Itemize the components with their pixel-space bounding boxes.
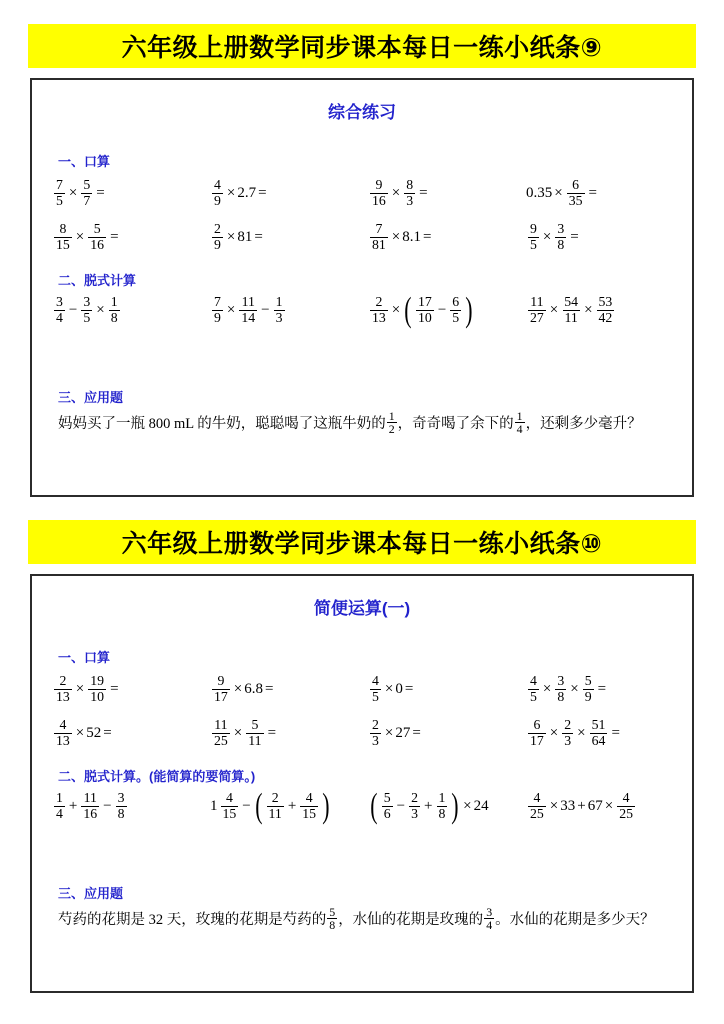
- problem-item: [52, 220, 210, 254]
- operator: ×: [542, 228, 552, 245]
- equals-sign: =: [267, 724, 277, 741]
- operator: ×: [233, 724, 243, 741]
- frac-num: 2: [375, 294, 383, 310]
- frac-num: 4: [622, 790, 630, 806]
- stepwise-row-9: [32, 290, 692, 330]
- frac-num: 5: [584, 673, 592, 689]
- frac-den: 3: [411, 805, 419, 821]
- whole-number: 1: [210, 797, 218, 814]
- frac-den: 25: [619, 805, 633, 821]
- frac-den: 3: [406, 192, 414, 208]
- problem-item: [210, 176, 368, 210]
- frac-num: 3: [486, 905, 493, 919]
- frac-num: 2: [564, 717, 572, 733]
- banner-title-10: 六年级上册数学同步课本每日一练小纸条⑩: [121, 530, 603, 558]
- operator: ×: [75, 228, 85, 245]
- frac-den: 8: [329, 918, 336, 933]
- problem-item: [52, 293, 210, 327]
- operator: ×: [549, 797, 559, 814]
- frac-num: 3: [557, 221, 565, 237]
- frac-den: 81: [372, 236, 386, 252]
- problem-item: [368, 672, 526, 706]
- equals-sign: =: [265, 680, 274, 697]
- frac-num: 3: [56, 294, 63, 310]
- equals-sign: =: [597, 680, 607, 697]
- frac-den: 2: [388, 422, 395, 437]
- equals-sign: =: [419, 184, 428, 201]
- frac-den: 14: [241, 309, 256, 325]
- inline-fraction: [515, 410, 525, 435]
- operator: +: [577, 797, 586, 814]
- frac-num: 8: [59, 221, 67, 237]
- frac-num: 1: [56, 790, 63, 806]
- frac-num: 7: [56, 177, 63, 193]
- frac-den: 5: [530, 236, 537, 252]
- stepwise-row-10: [32, 786, 692, 826]
- operator: ×: [549, 724, 559, 741]
- frac-num: 17: [418, 294, 432, 310]
- operator: ×: [75, 680, 85, 697]
- equals-sign: =: [570, 228, 579, 245]
- number: 2.7: [237, 184, 257, 201]
- operator: −: [261, 301, 270, 318]
- frac-num: 5: [329, 905, 336, 919]
- frac-num: 2: [271, 790, 279, 806]
- banner-worksheet-10: [28, 520, 696, 564]
- operator: ×: [549, 301, 559, 318]
- inline-fraction: [327, 906, 337, 931]
- frac-den: 13: [56, 732, 70, 748]
- frac-den: 15: [302, 805, 317, 821]
- word-problem-9: [32, 410, 692, 435]
- frac-den: 11: [564, 309, 578, 325]
- number: 81: [237, 228, 253, 245]
- frac-num: 6: [572, 177, 580, 193]
- frac-num: 7: [214, 294, 221, 310]
- word-problem-text-part2: ，水仙的花期是玫瑰的: [338, 912, 484, 929]
- frac-den: 10: [90, 688, 105, 704]
- equals-sign: =: [412, 724, 421, 741]
- operator: −: [242, 797, 251, 814]
- frac-den: 15: [56, 236, 70, 252]
- equals-sign: =: [423, 228, 432, 245]
- frac-num: 6: [452, 294, 460, 310]
- equals-sign: =: [258, 184, 267, 201]
- frac-den: 9: [214, 192, 221, 208]
- frac-num: 54: [564, 294, 579, 310]
- operator: −: [103, 797, 112, 814]
- frac-den: 35: [568, 192, 583, 208]
- frac-den: 4: [486, 918, 493, 933]
- problem-item: [210, 786, 368, 826]
- frac-num: 1: [275, 294, 283, 310]
- frac-den: 11: [268, 805, 282, 821]
- problem-item: [210, 293, 368, 327]
- frac-den: 5: [56, 192, 63, 208]
- frac-num: 9: [217, 673, 225, 689]
- frac-den: 9: [214, 236, 221, 252]
- word-problem-text-part3: 。水仙的花期是多少天？: [495, 912, 655, 929]
- frac-num: 1: [438, 790, 446, 806]
- operator: ×: [226, 228, 236, 245]
- equals-sign: =: [254, 228, 263, 245]
- operator: ×: [463, 797, 472, 814]
- section-heading-word-9: 三、应用题: [58, 390, 124, 405]
- frac-den: 8: [110, 309, 118, 325]
- frac-num: 7: [375, 221, 383, 237]
- paren-open: (: [404, 290, 412, 330]
- word-problem-text-part2: ，奇奇喝了余下的: [397, 416, 514, 433]
- problem-item: [52, 789, 210, 823]
- frac-den: 8: [557, 236, 565, 252]
- frac-den: 13: [372, 309, 386, 325]
- sheet-title-9: 综合练习: [328, 103, 396, 122]
- frac-den: 4: [516, 422, 523, 437]
- frac-num: 8: [406, 177, 414, 193]
- frac-den: 27: [530, 309, 544, 325]
- frac-num: 9: [375, 177, 383, 193]
- problem-item: [368, 786, 526, 826]
- operator: ×: [226, 301, 236, 318]
- frac-den: 64: [591, 732, 606, 748]
- problem-item: [210, 220, 368, 254]
- operator: +: [424, 797, 433, 814]
- paren-close: ): [451, 786, 459, 826]
- frac-den: 17: [214, 688, 228, 704]
- paren-group: [253, 786, 332, 826]
- number: 6.8: [244, 680, 264, 697]
- section-heading-stepwise-10: 二、脱式计算。(能简算的要简算。): [58, 769, 256, 784]
- frac-num: 1: [110, 294, 118, 310]
- operator: ×: [233, 680, 243, 697]
- frac-den: 4: [56, 309, 63, 325]
- problem-item: [526, 789, 684, 823]
- frac-den: 25: [214, 732, 228, 748]
- equals-sign: =: [404, 680, 414, 697]
- frac-den: 8: [438, 805, 446, 821]
- frac-num: 2: [214, 221, 221, 237]
- frac-num: 6: [533, 717, 541, 733]
- frac-den: 6: [383, 805, 391, 821]
- problem-item: [526, 293, 684, 327]
- oral-row-1-9: [32, 176, 692, 210]
- frac-den: 9: [584, 688, 592, 704]
- frac-den: 7: [83, 192, 91, 208]
- frac-num: 4: [372, 673, 379, 689]
- operator: ×: [391, 184, 401, 201]
- frac-num: 9: [530, 221, 537, 237]
- frac-num: 53: [598, 294, 613, 310]
- frac-num: 4: [59, 717, 67, 733]
- inline-fraction: [387, 410, 397, 435]
- equals-sign: =: [588, 184, 597, 201]
- number: 0: [395, 680, 403, 697]
- frac-num: 1: [516, 409, 523, 423]
- frac-num: 3: [117, 790, 125, 806]
- word-problem-text-part1: 妈妈买了一瓶 800 mL 的牛奶，聪聪喝了这瓶牛奶的: [58, 416, 386, 433]
- equals-sign: =: [611, 724, 620, 741]
- frac-num: 4: [533, 790, 541, 806]
- frac-num: 2: [59, 673, 67, 689]
- inline-fraction: [484, 906, 494, 931]
- problem-item: [210, 672, 368, 706]
- frac-den: 17: [530, 732, 544, 748]
- problem-item: [52, 672, 210, 706]
- problem-item: [52, 716, 210, 750]
- oral-row-1-10: [32, 672, 692, 706]
- operator: ×: [384, 680, 394, 697]
- frac-num: 11: [241, 294, 255, 310]
- frac-den: 16: [83, 805, 98, 821]
- frac-num: 2: [411, 790, 419, 806]
- frac-den: 3: [275, 309, 283, 325]
- frac-num: 51: [591, 717, 606, 733]
- operator: ×: [584, 301, 593, 318]
- operator: ×: [554, 184, 563, 201]
- operator: ×: [391, 228, 401, 245]
- problem-item: [368, 220, 526, 254]
- frac-den: 3: [372, 732, 379, 748]
- banner-title-9: 六年级上册数学同步课本每日一练小纸条⑨: [121, 34, 603, 62]
- operator: ×: [391, 301, 401, 318]
- banner-worksheet-9: [28, 24, 696, 68]
- frac-den: 16: [90, 236, 105, 252]
- number: 0.35: [526, 184, 553, 201]
- sheet-worksheet-10: [30, 574, 694, 993]
- paren-close: ): [465, 290, 473, 330]
- paren-open: (: [254, 786, 263, 826]
- equals-sign: =: [103, 724, 112, 741]
- frac-den: 5: [530, 688, 537, 704]
- oral-row-2-10: [32, 716, 692, 750]
- paren-close: ): [322, 786, 330, 826]
- problem-item: [368, 176, 526, 210]
- frac-num: 11: [530, 294, 544, 310]
- problem-item: [210, 716, 368, 750]
- frac-num: 4: [214, 177, 221, 193]
- problem-item: [526, 220, 684, 254]
- operator: ×: [577, 724, 586, 741]
- operator: +: [68, 797, 78, 814]
- frac-num: 1: [388, 409, 395, 423]
- section-heading-word-10: 三、应用题: [58, 886, 124, 901]
- operator: ×: [96, 301, 105, 318]
- word-problem-text-part1: 芍药的花期是 32 天，玫瑰的花期是芍药的: [58, 912, 327, 929]
- frac-den: 5: [452, 309, 460, 325]
- frac-num: 4: [305, 790, 313, 806]
- operator: ×: [542, 680, 552, 697]
- frac-den: 11: [248, 732, 262, 748]
- frac-num: 5: [383, 790, 391, 806]
- frac-num: 3: [83, 294, 91, 310]
- operator: −: [396, 797, 406, 814]
- frac-den: 3: [564, 732, 572, 748]
- operator: ×: [75, 724, 85, 741]
- number: 52: [86, 724, 102, 741]
- frac-den: 9: [214, 309, 221, 325]
- paren-group: [402, 290, 475, 330]
- frac-num: 4: [530, 673, 537, 689]
- section-heading-oral-10: 一、口算: [58, 650, 111, 665]
- frac-num: 5: [83, 177, 91, 193]
- frac-den: 8: [117, 805, 125, 821]
- problem-item: [368, 290, 526, 330]
- section-heading-stepwise-9: 二、脱式计算: [58, 273, 137, 288]
- frac-num: 5: [251, 717, 259, 733]
- operator: ×: [604, 797, 614, 814]
- frac-den: 4: [56, 805, 63, 821]
- oral-row-2-9: [32, 220, 692, 254]
- number: 67: [587, 797, 603, 814]
- problem-item: [368, 716, 526, 750]
- operator: ×: [226, 184, 236, 201]
- equals-sign: =: [110, 228, 119, 245]
- frac-num: 19: [90, 673, 105, 689]
- operator: −: [68, 301, 78, 318]
- operator: ×: [68, 184, 78, 201]
- number: 24: [473, 797, 489, 814]
- frac-den: 8: [557, 688, 565, 704]
- frac-den: 13: [56, 688, 70, 704]
- number: 33: [560, 797, 576, 814]
- paren-open: (: [370, 786, 378, 826]
- frac-num: 3: [557, 673, 565, 689]
- operator: +: [287, 797, 297, 814]
- frac-den: 5: [372, 688, 379, 704]
- frac-den: 16: [372, 192, 386, 208]
- frac-den: 10: [418, 309, 432, 325]
- sheet-title-10: 简便运算(一): [313, 599, 411, 618]
- frac-num: 11: [214, 717, 228, 733]
- frac-num: 5: [93, 221, 101, 237]
- word-problem-10: [32, 906, 692, 931]
- sheet-worksheet-9: [30, 78, 694, 497]
- operator: −: [437, 301, 447, 318]
- frac-den: 25: [530, 805, 544, 821]
- equals-sign: =: [96, 184, 105, 201]
- paren-group: [368, 786, 461, 826]
- frac-num: 2: [372, 717, 379, 733]
- problem-item: [526, 672, 684, 706]
- equals-sign: =: [110, 680, 119, 697]
- number: 27: [395, 724, 411, 741]
- frac-den: 5: [83, 309, 91, 325]
- operator: ×: [570, 680, 579, 697]
- number: 8.1: [402, 228, 422, 245]
- problem-item: [52, 176, 210, 210]
- frac-den: 42: [598, 309, 613, 325]
- problem-item: [526, 716, 684, 750]
- word-problem-text-part3: ，还剩多少毫升？: [525, 416, 642, 433]
- frac-den: 15: [222, 805, 237, 821]
- problem-item: [526, 176, 684, 210]
- frac-num: 11: [83, 790, 97, 806]
- section-heading-oral-9: 一、口算: [58, 154, 111, 169]
- frac-num: 4: [225, 790, 233, 806]
- operator: ×: [384, 724, 394, 741]
